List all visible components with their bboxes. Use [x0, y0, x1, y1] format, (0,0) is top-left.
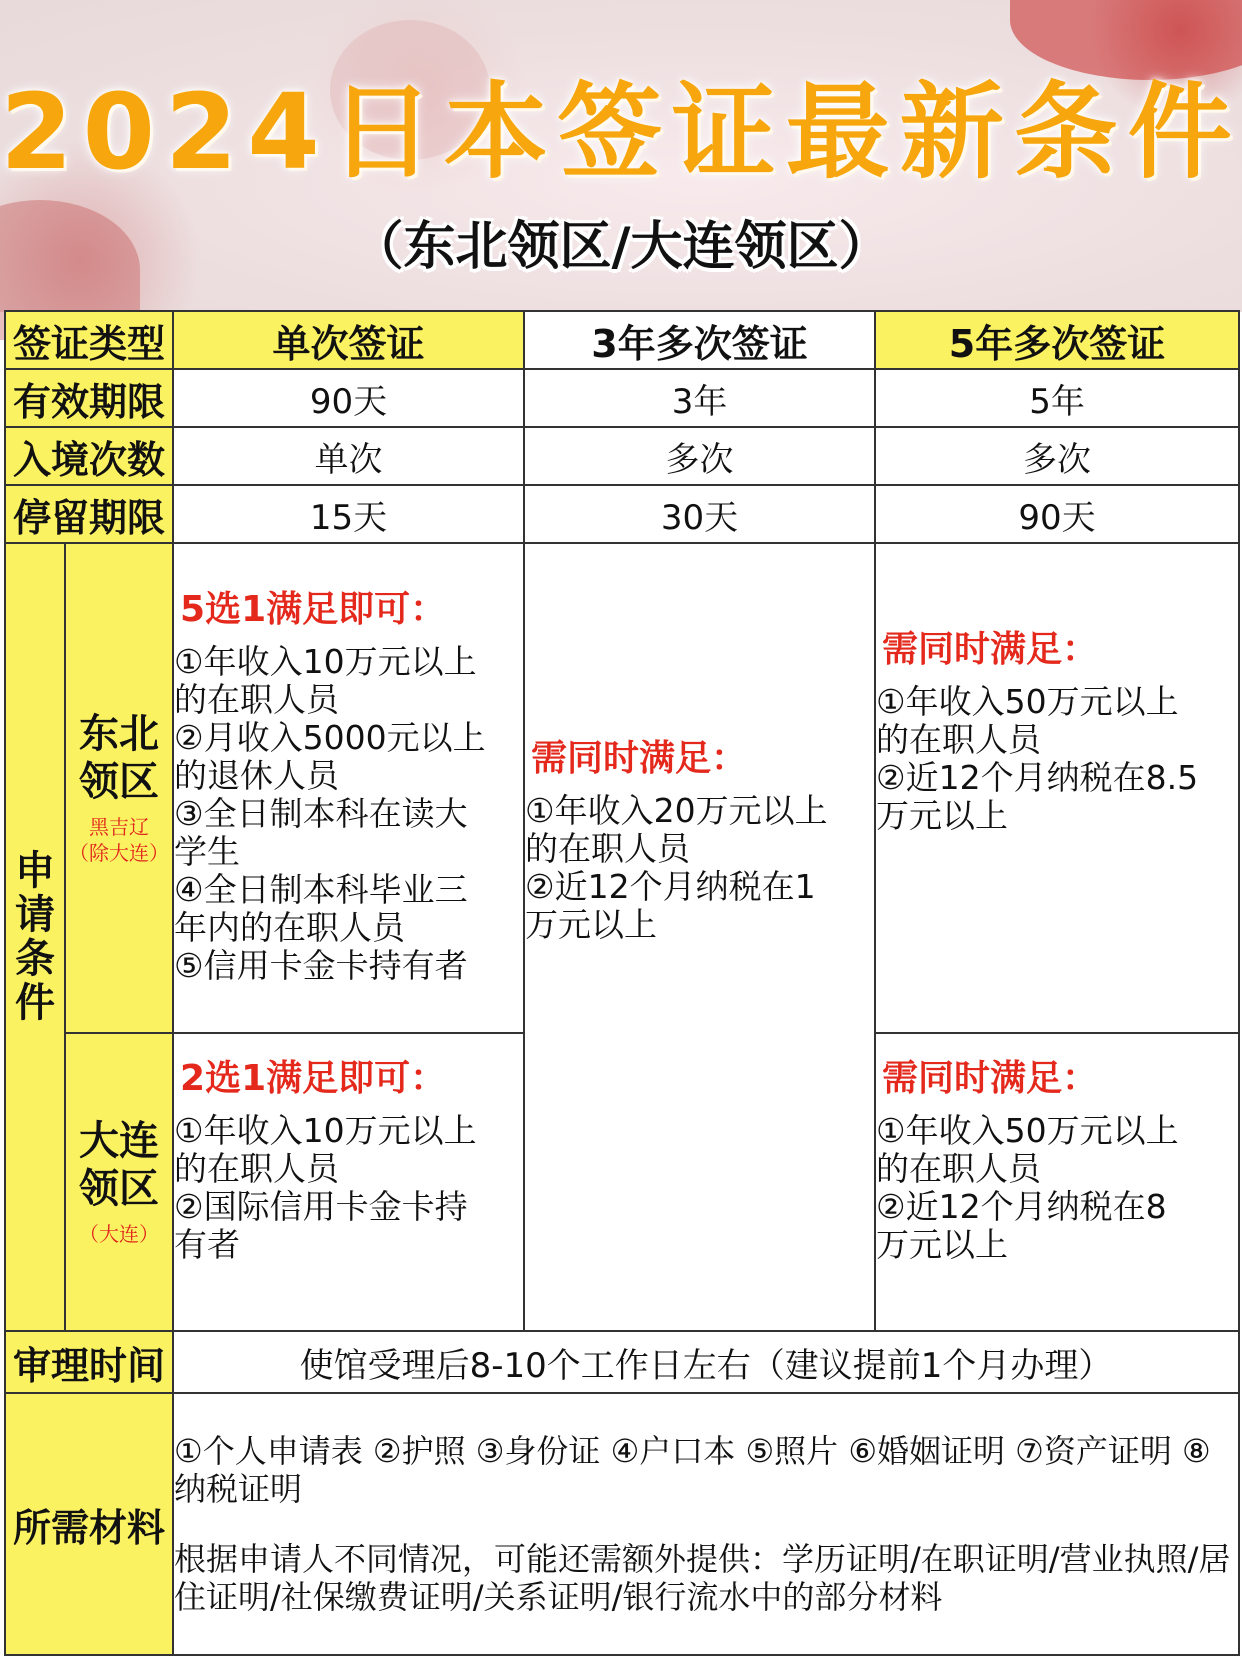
region-note: 黑吉辽 （除大连） — [69, 815, 169, 865]
table-row — [5, 369, 1239, 427]
col-header-3year: 3年多次签证 — [524, 311, 875, 369]
row-label-entries: 入境次数 — [5, 427, 173, 485]
cell-value: 5年 — [875, 369, 1239, 427]
table-row — [5, 485, 1239, 543]
cell-value: 3年 — [524, 369, 875, 427]
col-header-5year: 5年多次签证 — [875, 311, 1239, 369]
materials-required: ①个人申请表 ②护照 ③身份证 ④户口本 ⑤照片 ⑥婚姻证明 ⑦资产证明 ⑧纳税证明 — [174, 1432, 1211, 1508]
cond-heading: 需同时满足： — [882, 1058, 1099, 1099]
table-row — [5, 427, 1239, 485]
processing-time-value: 使馆受理后8-10个工作日左右（建议提前1个月办理） — [173, 1331, 1239, 1393]
materials-row — [5, 1393, 1239, 1655]
cond-northeast-single: 5选1满足即可： ①年收入10万元以上 的在职人员 ②月收入5000元以上 的退休人员 ③全日制本科在读大 学生 ④全日制本科毕业三 年内的在职人员 ⑤信用卡金卡持有者 — [173, 543, 524, 1033]
row-label-materials: 所需材料 — [5, 1393, 173, 1655]
row-label-processing: 审理时间 — [5, 1331, 173, 1393]
row-label-stay: 停留期限 — [5, 485, 173, 543]
col-header-single: 单次签证 — [173, 311, 524, 369]
row-label-validity: 有效期限 — [5, 369, 173, 427]
header-banner — [0, 0, 1242, 312]
materials-list — [173, 1393, 1239, 1655]
header-row — [5, 311, 1239, 369]
page-subtitle: （东北领区/大连领区） — [351, 217, 891, 277]
cell-value: 单次 — [173, 427, 524, 485]
cell-value: 15天 — [173, 485, 524, 543]
processing-row — [5, 1331, 1239, 1393]
materials-extra: 根据申请人不同情况，可能还需额外提供：学历证明/在职证明/营业执照/居住证明/社保缴费证明/关系证明/银行流水中的部分材料 — [174, 1540, 1231, 1616]
region-name: 大连 领区 — [79, 1118, 159, 1212]
visa-table — [4, 310, 1240, 1656]
cond-3year-shared: 需同时满足： ①年收入20万元以上 的在职人员 ②近12个月纳税在1 万元以上 — [524, 543, 875, 1331]
region-dalian — [65, 1033, 173, 1331]
cond-dalian-5year: 需同时满足： ①年收入50万元以上 的在职人员 ②近12个月纳税在8 万元以上 — [875, 1033, 1239, 1331]
cell-value: 多次 — [875, 427, 1239, 485]
cond-dalian-single: 2选1满足即可： ①年收入10万元以上 的在职人员 ②国际信用卡金卡持 有者 — [173, 1033, 524, 1331]
region-northeast — [65, 543, 173, 1033]
cond-heading: 需同时满足： — [531, 738, 748, 779]
cell-value: 多次 — [524, 427, 875, 485]
region-name: 东北 领区 — [79, 711, 159, 805]
cond-northeast-5year: 需同时满足： ①年收入50万元以上 的在职人员 ②近12个月纳税在8.5 万元以上 — [875, 543, 1239, 1033]
conditions-row-northeast — [5, 543, 1239, 1033]
cond-heading: 5选1满足即可： — [180, 589, 447, 630]
cell-value: 90天 — [173, 369, 524, 427]
page-title: 2024日本签证最新条件 — [0, 71, 1242, 193]
corner-label: 签证类型 — [5, 311, 173, 369]
cell-value: 90天 — [875, 485, 1239, 543]
conditions-label: 申 请 条 件 — [5, 543, 65, 1331]
umbrella-decoration-right — [1010, 0, 1242, 80]
region-note: （大连） — [79, 1222, 159, 1246]
cond-heading: 2选1满足即可： — [180, 1058, 447, 1099]
cond-heading: 需同时满足： — [882, 629, 1099, 670]
cell-value: 30天 — [524, 485, 875, 543]
